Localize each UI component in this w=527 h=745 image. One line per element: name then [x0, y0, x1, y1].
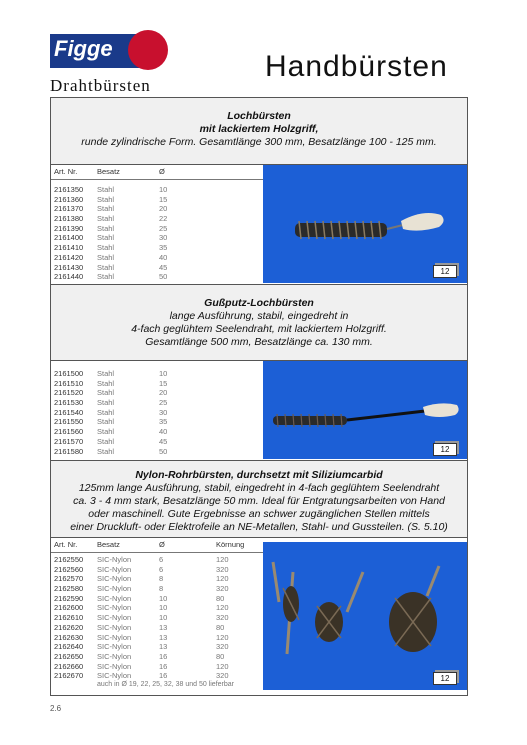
page-ref-badge: 12 [433, 265, 457, 278]
product-photo [263, 361, 467, 459]
cell-art-nr: 2162560 [54, 564, 84, 574]
table-row [51, 613, 263, 623]
cell-art-nr: 2161550 [54, 417, 84, 427]
product-table [51, 540, 263, 691]
cell-art-nr: 2161430 [54, 262, 84, 272]
table-row [51, 652, 263, 662]
cell-art-nr: 2161540 [54, 407, 84, 417]
cell-art-nr: 2162580 [54, 584, 84, 594]
table-row [51, 623, 263, 633]
cell-besatz: SIC-Nylon [97, 642, 132, 652]
cell-art-nr: 2161350 [54, 185, 84, 194]
table-row [51, 417, 263, 427]
brand-subtitle: Drahtbürsten [50, 76, 151, 95]
cell-art-nr: 2161580 [54, 446, 84, 456]
cell-diameter: 10 [159, 603, 168, 613]
section-description-1: 125mm lange Ausführung, stabil, eingedreht in 4-fach geglühtem Seelendraht [78, 482, 440, 494]
cell-koernung: 120 [216, 603, 229, 613]
table-row [51, 555, 263, 565]
cell-diameter: 15 [159, 378, 168, 388]
table-row [51, 642, 263, 652]
col-art-nr: Art. Nr. [54, 540, 78, 549]
cell-besatz: Stahl [97, 223, 115, 233]
table-row [51, 447, 263, 457]
product-photo [263, 542, 467, 690]
cell-diameter: 10 [159, 593, 168, 603]
cell-besatz: SIC-Nylon [97, 555, 132, 564]
table-row [51, 565, 263, 575]
section-header [51, 98, 467, 165]
section-nylon-rohrbuersten [50, 460, 468, 696]
cell-diameter: 45 [159, 262, 168, 272]
cell-besatz: SIC-Nylon [97, 584, 132, 594]
table-row [51, 204, 263, 214]
section-description-2: ca. 3 - 4 mm stark, Besatzlänge 50 mm. Ideal für Entgratungsarbeiten von Hand [73, 495, 445, 507]
cell-art-nr: 2161410 [54, 243, 84, 253]
cell-art-nr: 2161370 [54, 204, 84, 214]
cell-koernung: 120 [216, 661, 229, 671]
table-row [51, 671, 263, 681]
cell-koernung: 120 [216, 574, 229, 584]
table-row [51, 185, 263, 195]
cell-diameter: 40 [159, 427, 168, 437]
cell-diameter: 13 [159, 642, 168, 652]
cell-art-nr: 2161560 [54, 427, 84, 437]
cell-diameter: 30 [159, 407, 168, 417]
cell-art-nr: 2162660 [54, 661, 84, 671]
cell-besatz: SIC-Nylon [97, 622, 132, 632]
cell-art-nr: 2162570 [54, 574, 84, 584]
cell-besatz: Stahl [97, 185, 115, 194]
cell-besatz: Stahl [97, 243, 115, 253]
cell-besatz: Stahl [97, 407, 115, 417]
product-photo [263, 165, 467, 283]
table-row [51, 272, 263, 282]
cell-diameter: 50 [159, 272, 168, 282]
col-besatz: Besatz [97, 540, 120, 549]
cell-besatz: SIC-Nylon [97, 593, 132, 603]
section-description-2: 4-fach geglühtem Seelendraht, mit lackiertem Holzgriff. [131, 323, 387, 335]
section-description-1: lange Ausführung, stabil, eingedreht in [169, 310, 349, 322]
cell-art-nr: 2161510 [54, 378, 84, 388]
section-header [51, 285, 467, 361]
cell-koernung: 320 [216, 564, 229, 574]
product-table [51, 167, 263, 282]
cell-diameter: 40 [159, 252, 168, 262]
cell-art-nr: 2161500 [54, 369, 84, 378]
section-description: runde zylindrische Form. Gesamtlänge 300 mm, Besatzlänge 100 - 125 mm. [81, 136, 437, 148]
cell-art-nr: 2161390 [54, 223, 84, 233]
cell-diameter: 8 [159, 574, 164, 584]
cell-art-nr: 2162630 [54, 632, 84, 642]
page-number: 2.6 [50, 704, 62, 713]
table-row [51, 427, 263, 437]
section-body [51, 165, 467, 283]
page-ref-badge: 12 [433, 443, 457, 456]
section-description-4: einer Druckluft- oder Elektrofeile an NE-Metallen, Stahl- und Gussteilen. (S. 5.10) [70, 521, 448, 533]
section-description-3: oder maschinell. Gute Ergebnisse an schwer zugänglichen Stellen mittels [88, 508, 430, 520]
cell-besatz: SIC-Nylon [97, 671, 132, 681]
cell-besatz: Stahl [97, 204, 115, 214]
table-row [51, 662, 263, 672]
cell-diameter: 10 [159, 613, 168, 623]
figge-logo [50, 30, 170, 76]
table-header [51, 540, 263, 553]
cell-art-nr: 2162610 [54, 613, 84, 623]
cell-art-nr: 2162670 [54, 671, 84, 681]
cell-art-nr: 2161570 [54, 436, 84, 446]
table-row [51, 594, 263, 604]
table-row [51, 574, 263, 584]
cell-art-nr: 2161520 [54, 388, 84, 398]
cell-koernung: 320 [216, 584, 229, 594]
section-lochbuersten [50, 97, 468, 286]
cell-art-nr: 2161360 [54, 194, 84, 204]
cell-besatz: Stahl [97, 417, 115, 427]
cell-besatz: SIC-Nylon [97, 564, 132, 574]
page-title: Handbürsten [265, 50, 448, 83]
table-row [51, 584, 263, 594]
col-art-nr: Art. Nr. [54, 167, 78, 176]
cell-besatz: Stahl [97, 388, 115, 398]
col-koernung: Körnung [216, 540, 245, 549]
cell-besatz: Stahl [97, 252, 115, 262]
cell-diameter: 30 [159, 233, 168, 243]
cell-diameter: 35 [159, 243, 168, 253]
table-row [51, 408, 263, 418]
cell-koernung: 320 [216, 613, 229, 623]
cell-diameter: 8 [159, 584, 164, 594]
cell-art-nr: 2162640 [54, 642, 84, 652]
cell-besatz: Stahl [97, 427, 115, 437]
cell-diameter: 25 [159, 398, 168, 408]
cell-art-nr: 2162600 [54, 603, 84, 613]
cell-besatz: SIC-Nylon [97, 613, 132, 623]
cell-besatz: Stahl [97, 436, 115, 446]
section-description-3: Gesamtlänge 500 mm, Besatzlänge ca. 130 mm. [145, 336, 373, 348]
cell-diameter: 22 [159, 214, 168, 224]
cell-besatz: SIC-Nylon [97, 651, 132, 661]
table-row [51, 224, 263, 234]
cell-besatz: SIC-Nylon [97, 574, 132, 584]
logo-text: Figge [54, 36, 113, 61]
cell-art-nr: 2162620 [54, 622, 84, 632]
cell-besatz: Stahl [97, 398, 115, 408]
section-title: Nylon-Rohrbürsten, durchsetzt mit Siliziumcarbid [135, 469, 383, 481]
col-besatz: Besatz [97, 167, 120, 176]
table-row [51, 369, 263, 379]
cell-koernung: 120 [216, 632, 229, 642]
cell-art-nr: 2161400 [54, 233, 84, 243]
table-row [51, 263, 263, 273]
cell-diameter: 6 [159, 555, 164, 564]
cell-diameter: 15 [159, 194, 168, 204]
cell-diameter: 13 [159, 622, 168, 632]
cell-diameter: 13 [159, 632, 168, 642]
section-title: Gußputz-Lochbürsten [204, 297, 314, 309]
cell-diameter: 6 [159, 564, 164, 574]
cell-diameter: 10 [159, 185, 168, 194]
section-title: Lochbürsten [227, 110, 291, 122]
brush-image [263, 542, 467, 690]
table-header [51, 167, 263, 180]
cell-besatz: Stahl [97, 378, 115, 388]
section-title-2: mit lackiertem Holzgriff, [199, 123, 319, 135]
cell-besatz: Stahl [97, 272, 115, 282]
cell-besatz: SIC-Nylon [97, 661, 132, 671]
table-row [51, 388, 263, 398]
table-row [51, 633, 263, 643]
cell-art-nr: 2162550 [54, 555, 84, 564]
cell-art-nr: 2161420 [54, 252, 84, 262]
cell-koernung: 80 [216, 622, 225, 632]
cell-diameter: 25 [159, 223, 168, 233]
table-row [51, 214, 263, 224]
cell-art-nr: 2161440 [54, 272, 84, 282]
availability-note: auch in Ø 19, 22, 25, 32, 38 und 50 lieferbar [97, 680, 234, 688]
section-body [51, 538, 467, 693]
cell-art-nr: 2162590 [54, 593, 84, 603]
cell-diameter: 16 [159, 671, 168, 681]
cell-diameter: 16 [159, 651, 168, 661]
cell-koernung: 320 [216, 642, 229, 652]
cell-diameter: 16 [159, 661, 168, 671]
table-row [51, 398, 263, 408]
cell-art-nr: 2161380 [54, 214, 84, 224]
cell-diameter: 50 [159, 446, 168, 456]
cell-koernung: 120 [216, 555, 229, 564]
cell-diameter: 10 [159, 369, 168, 378]
cell-besatz: Stahl [97, 233, 115, 243]
cell-art-nr: 2161530 [54, 398, 84, 408]
cell-besatz: SIC-Nylon [97, 603, 132, 613]
logo-circle [128, 30, 168, 70]
col-diameter: Ø [159, 540, 165, 549]
table-row [51, 233, 263, 243]
cell-besatz: Stahl [97, 262, 115, 272]
cell-besatz: Stahl [97, 214, 115, 224]
cell-diameter: 20 [159, 204, 168, 214]
cell-besatz: Stahl [97, 369, 115, 378]
cell-besatz: SIC-Nylon [97, 632, 132, 642]
table-row [51, 379, 263, 389]
section-header [51, 461, 467, 538]
cell-art-nr: 2162650 [54, 651, 84, 661]
cell-diameter: 20 [159, 388, 168, 398]
cell-koernung: 320 [216, 671, 229, 681]
cell-diameter: 45 [159, 436, 168, 446]
col-diameter: Ø [159, 167, 165, 176]
page-ref-badge: 12 [433, 672, 457, 685]
cell-diameter: 35 [159, 417, 168, 427]
table-row [51, 437, 263, 447]
cell-besatz: Stahl [97, 194, 115, 204]
section-gussputz [50, 284, 468, 462]
table-row [51, 195, 263, 205]
section-body [51, 361, 467, 459]
table-row [51, 253, 263, 263]
table-row [51, 243, 263, 253]
cell-koernung: 80 [216, 651, 225, 661]
product-table [51, 369, 263, 456]
cell-besatz: Stahl [97, 446, 115, 456]
cell-koernung: 80 [216, 593, 225, 603]
table-row [51, 603, 263, 613]
